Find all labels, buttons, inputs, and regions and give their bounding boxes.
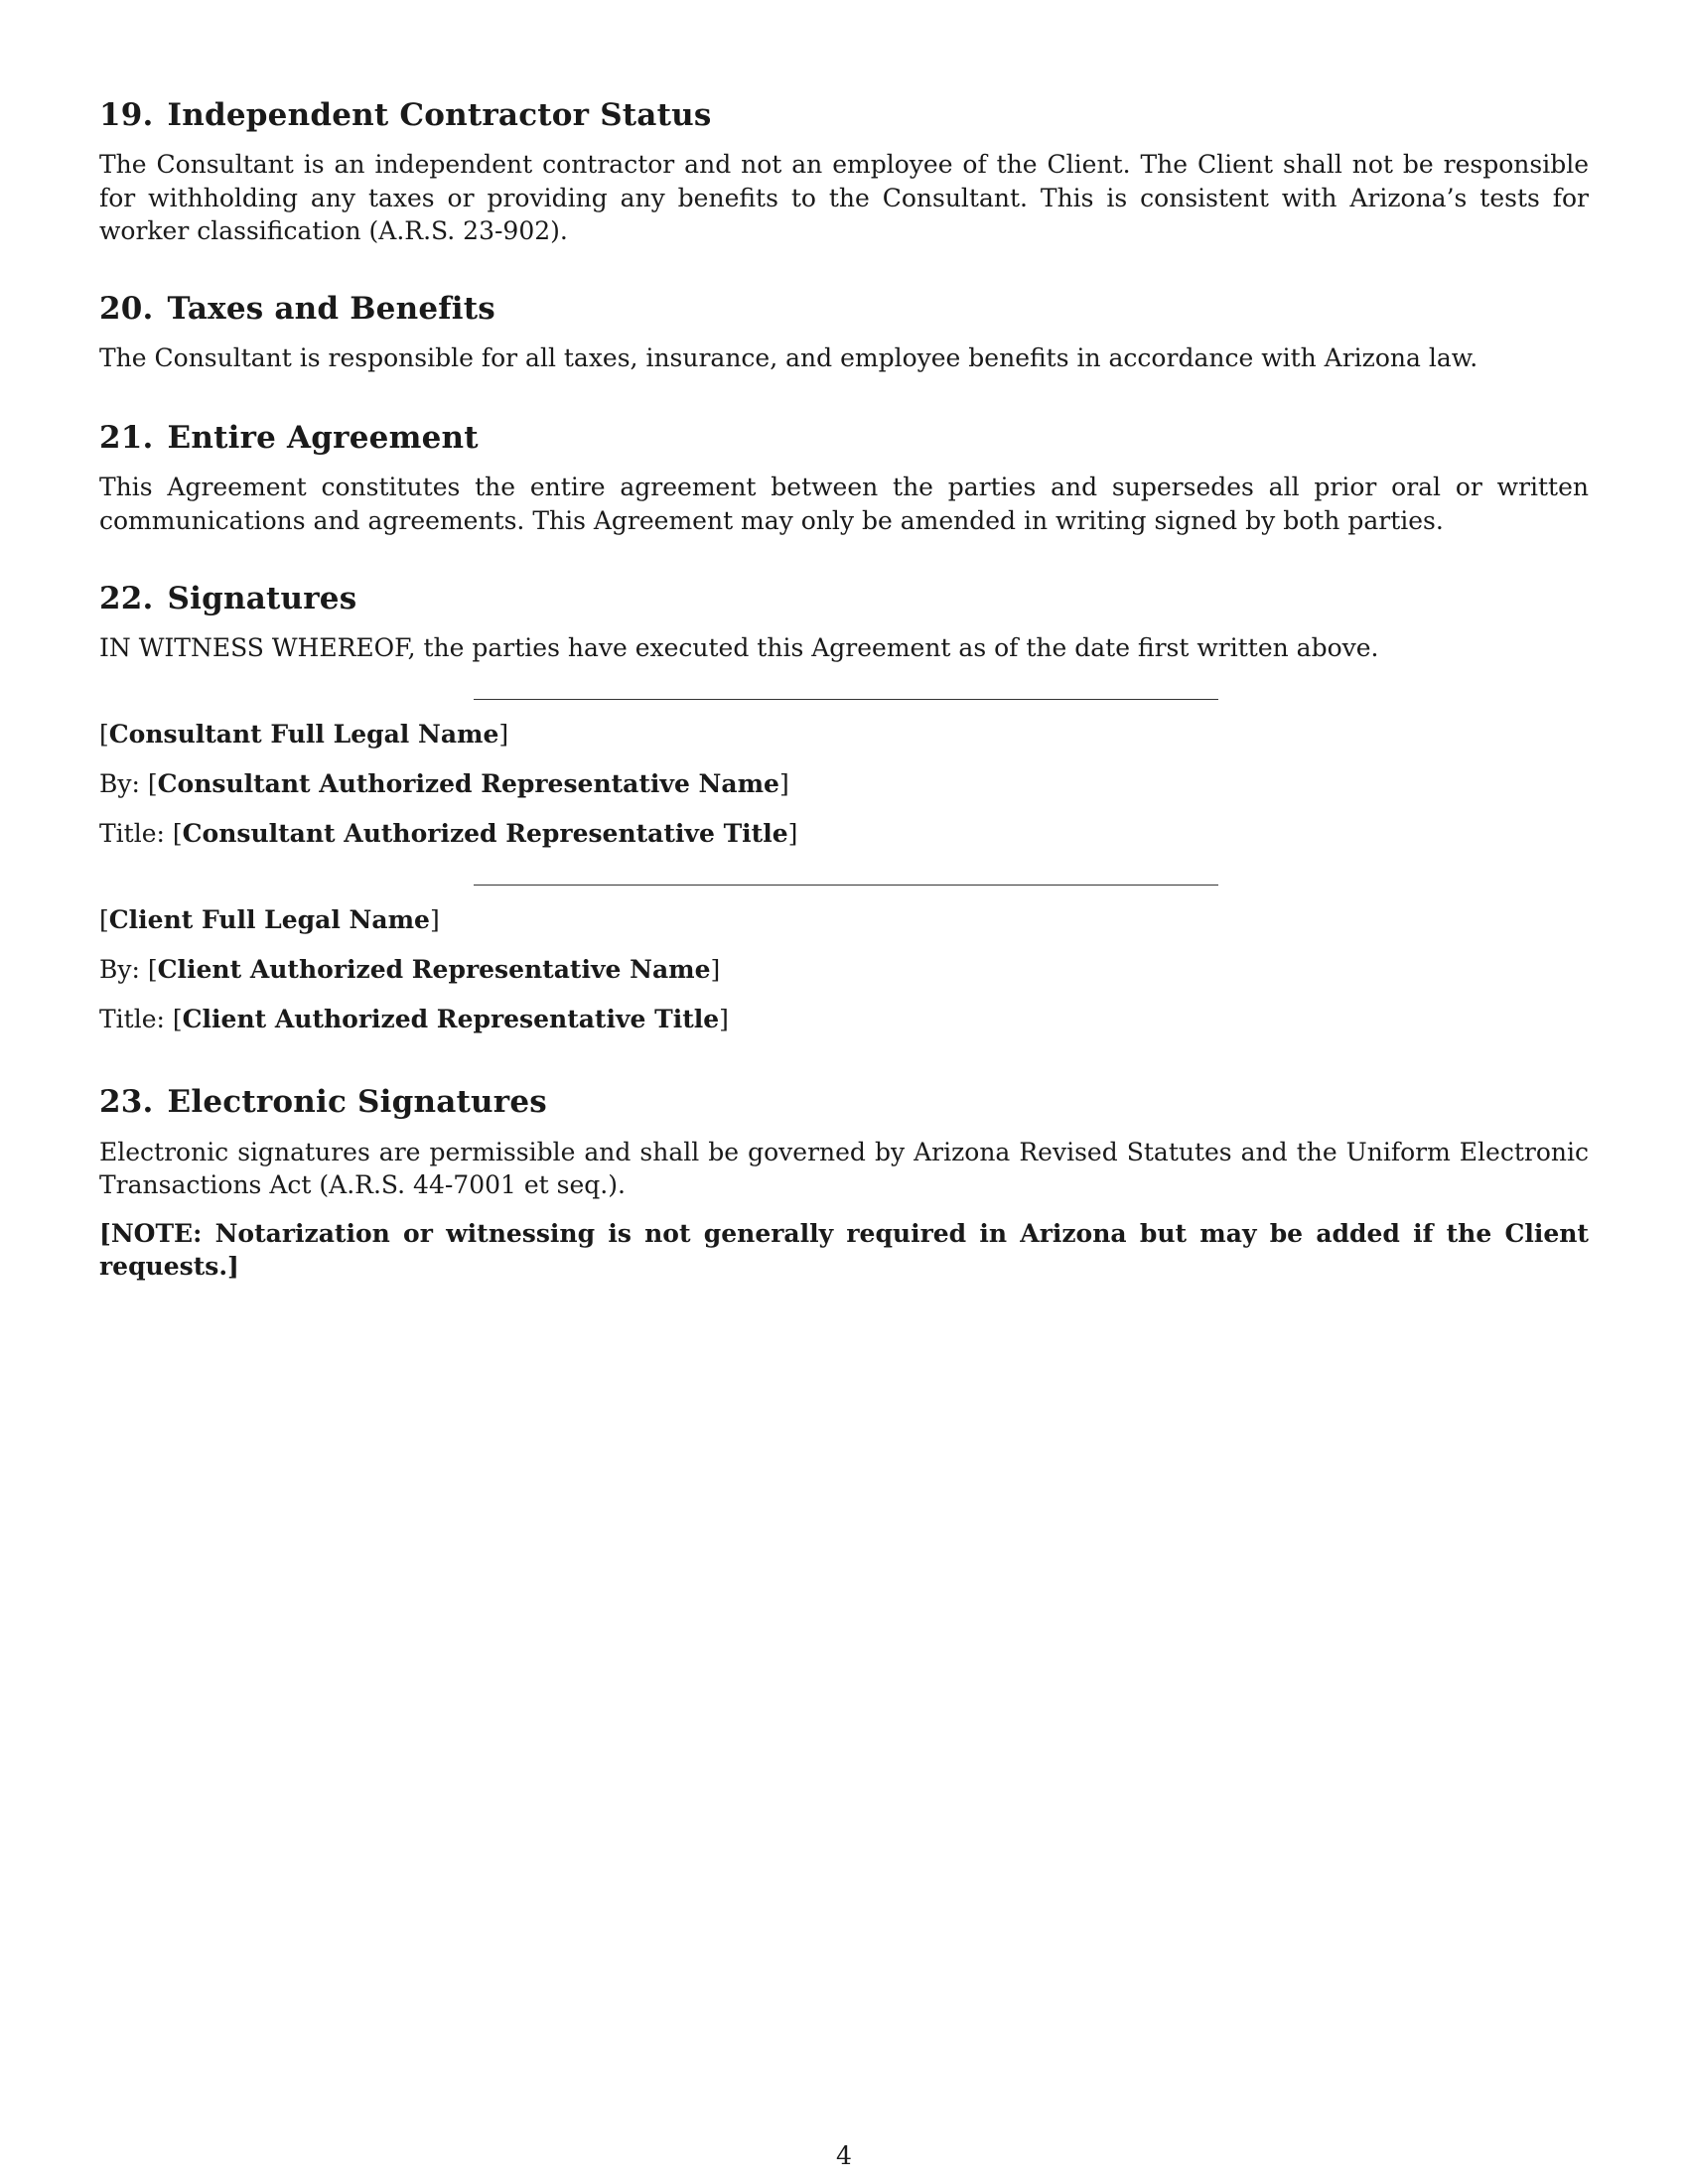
client-legal-name: [Client Full Legal Name] [99, 904, 440, 934]
page-number: 4 [836, 2141, 852, 2170]
section-title: Signatures [167, 581, 357, 616]
client-representative-title: Client Authorized Representative Title [182, 1004, 720, 1033]
section-title: Taxes and Benefits [167, 291, 495, 327]
consultant-name-placeholder: Consultant Full Legal Name [108, 719, 499, 749]
section-23 [99, 1082, 1589, 1284]
consultant-representative-name: Consultant Authorized Representative Name [157, 768, 779, 798]
section-number: 21. [99, 420, 154, 456]
client-signature-block [99, 885, 1589, 1036]
section-heading [99, 95, 1589, 135]
notarization-note: [NOTE: Notarization or witnessing is not generally required in Arizona but may be added if the Client requests.] [99, 1218, 1589, 1281]
consultant-by-line: By: [Consultant Authorized Representative Name] [99, 768, 789, 798]
section-heading [99, 579, 1589, 618]
section-20 [99, 289, 1589, 418]
section-number: 19. [99, 97, 154, 133]
title-label: Title: [99, 1004, 165, 1033]
section-body: The Consultant is responsible for all taxes, insurance, and employee benefits in accordance with Arizona law. [99, 343, 1478, 372]
section-heading [99, 289, 1589, 329]
section-body: This Agreement constitutes the entire agreement between the parties and supersedes all prior oral or written communications and agreements. This Agreement may only be amended in writing signed by both parties. [99, 473, 1589, 535]
consultant-legal-name: [Consultant Full Legal Name] [99, 719, 509, 749]
section-heading [99, 1082, 1589, 1122]
by-label: By: [99, 768, 140, 798]
section-number: 23. [99, 1083, 154, 1120]
consultant-signature-line[interactable] [474, 699, 1218, 700]
section-body: The Consultant is an independent contractor and not an employee of the Client. The Client shall not be responsible for withholding any taxes or providing any benefits to the Consultant. This is consistent with Arizona’s tests for worker classification (A.R.S. 23-902). [99, 150, 1589, 245]
section-22 [99, 579, 1589, 1036]
section-body: IN WITNESS WHEREOF, the parties have executed this Agreement as of the date first written above. [99, 633, 1379, 662]
client-name-placeholder: Client Full Legal Name [108, 904, 430, 934]
section-19 [99, 95, 1589, 289]
consultant-representative-title: Consultant Authorized Representative Title [182, 818, 788, 848]
section-title: Independent Contractor Status [167, 97, 712, 133]
section-21 [99, 418, 1589, 579]
section-heading [99, 418, 1589, 458]
consultant-title-line: Title: [Consultant Authorized Representative Title] [99, 818, 798, 848]
by-label: By: [99, 954, 140, 984]
section-title: Electronic Signatures [167, 1083, 547, 1120]
consultant-signature-block [99, 699, 1589, 851]
client-signature-line[interactable] [474, 885, 1218, 886]
client-representative-name: Client Authorized Representative Name [157, 954, 711, 984]
document-page [99, 95, 1589, 1284]
client-title-line: Title: [Client Authorized Representative Title] [99, 1004, 729, 1033]
section-number: 20. [99, 291, 154, 327]
section-number: 22. [99, 581, 154, 616]
title-label: Title: [99, 818, 165, 848]
section-title: Entire Agreement [167, 420, 479, 456]
section-body: Electronic signatures are permissible and shall be governed by Arizona Revised Statutes and the Uniform Electronic Transactions Act (A.R.S. 44-7001 et seq.). [99, 1137, 1589, 1199]
client-by-line: By: [Client Authorized Representative Name] [99, 954, 721, 984]
